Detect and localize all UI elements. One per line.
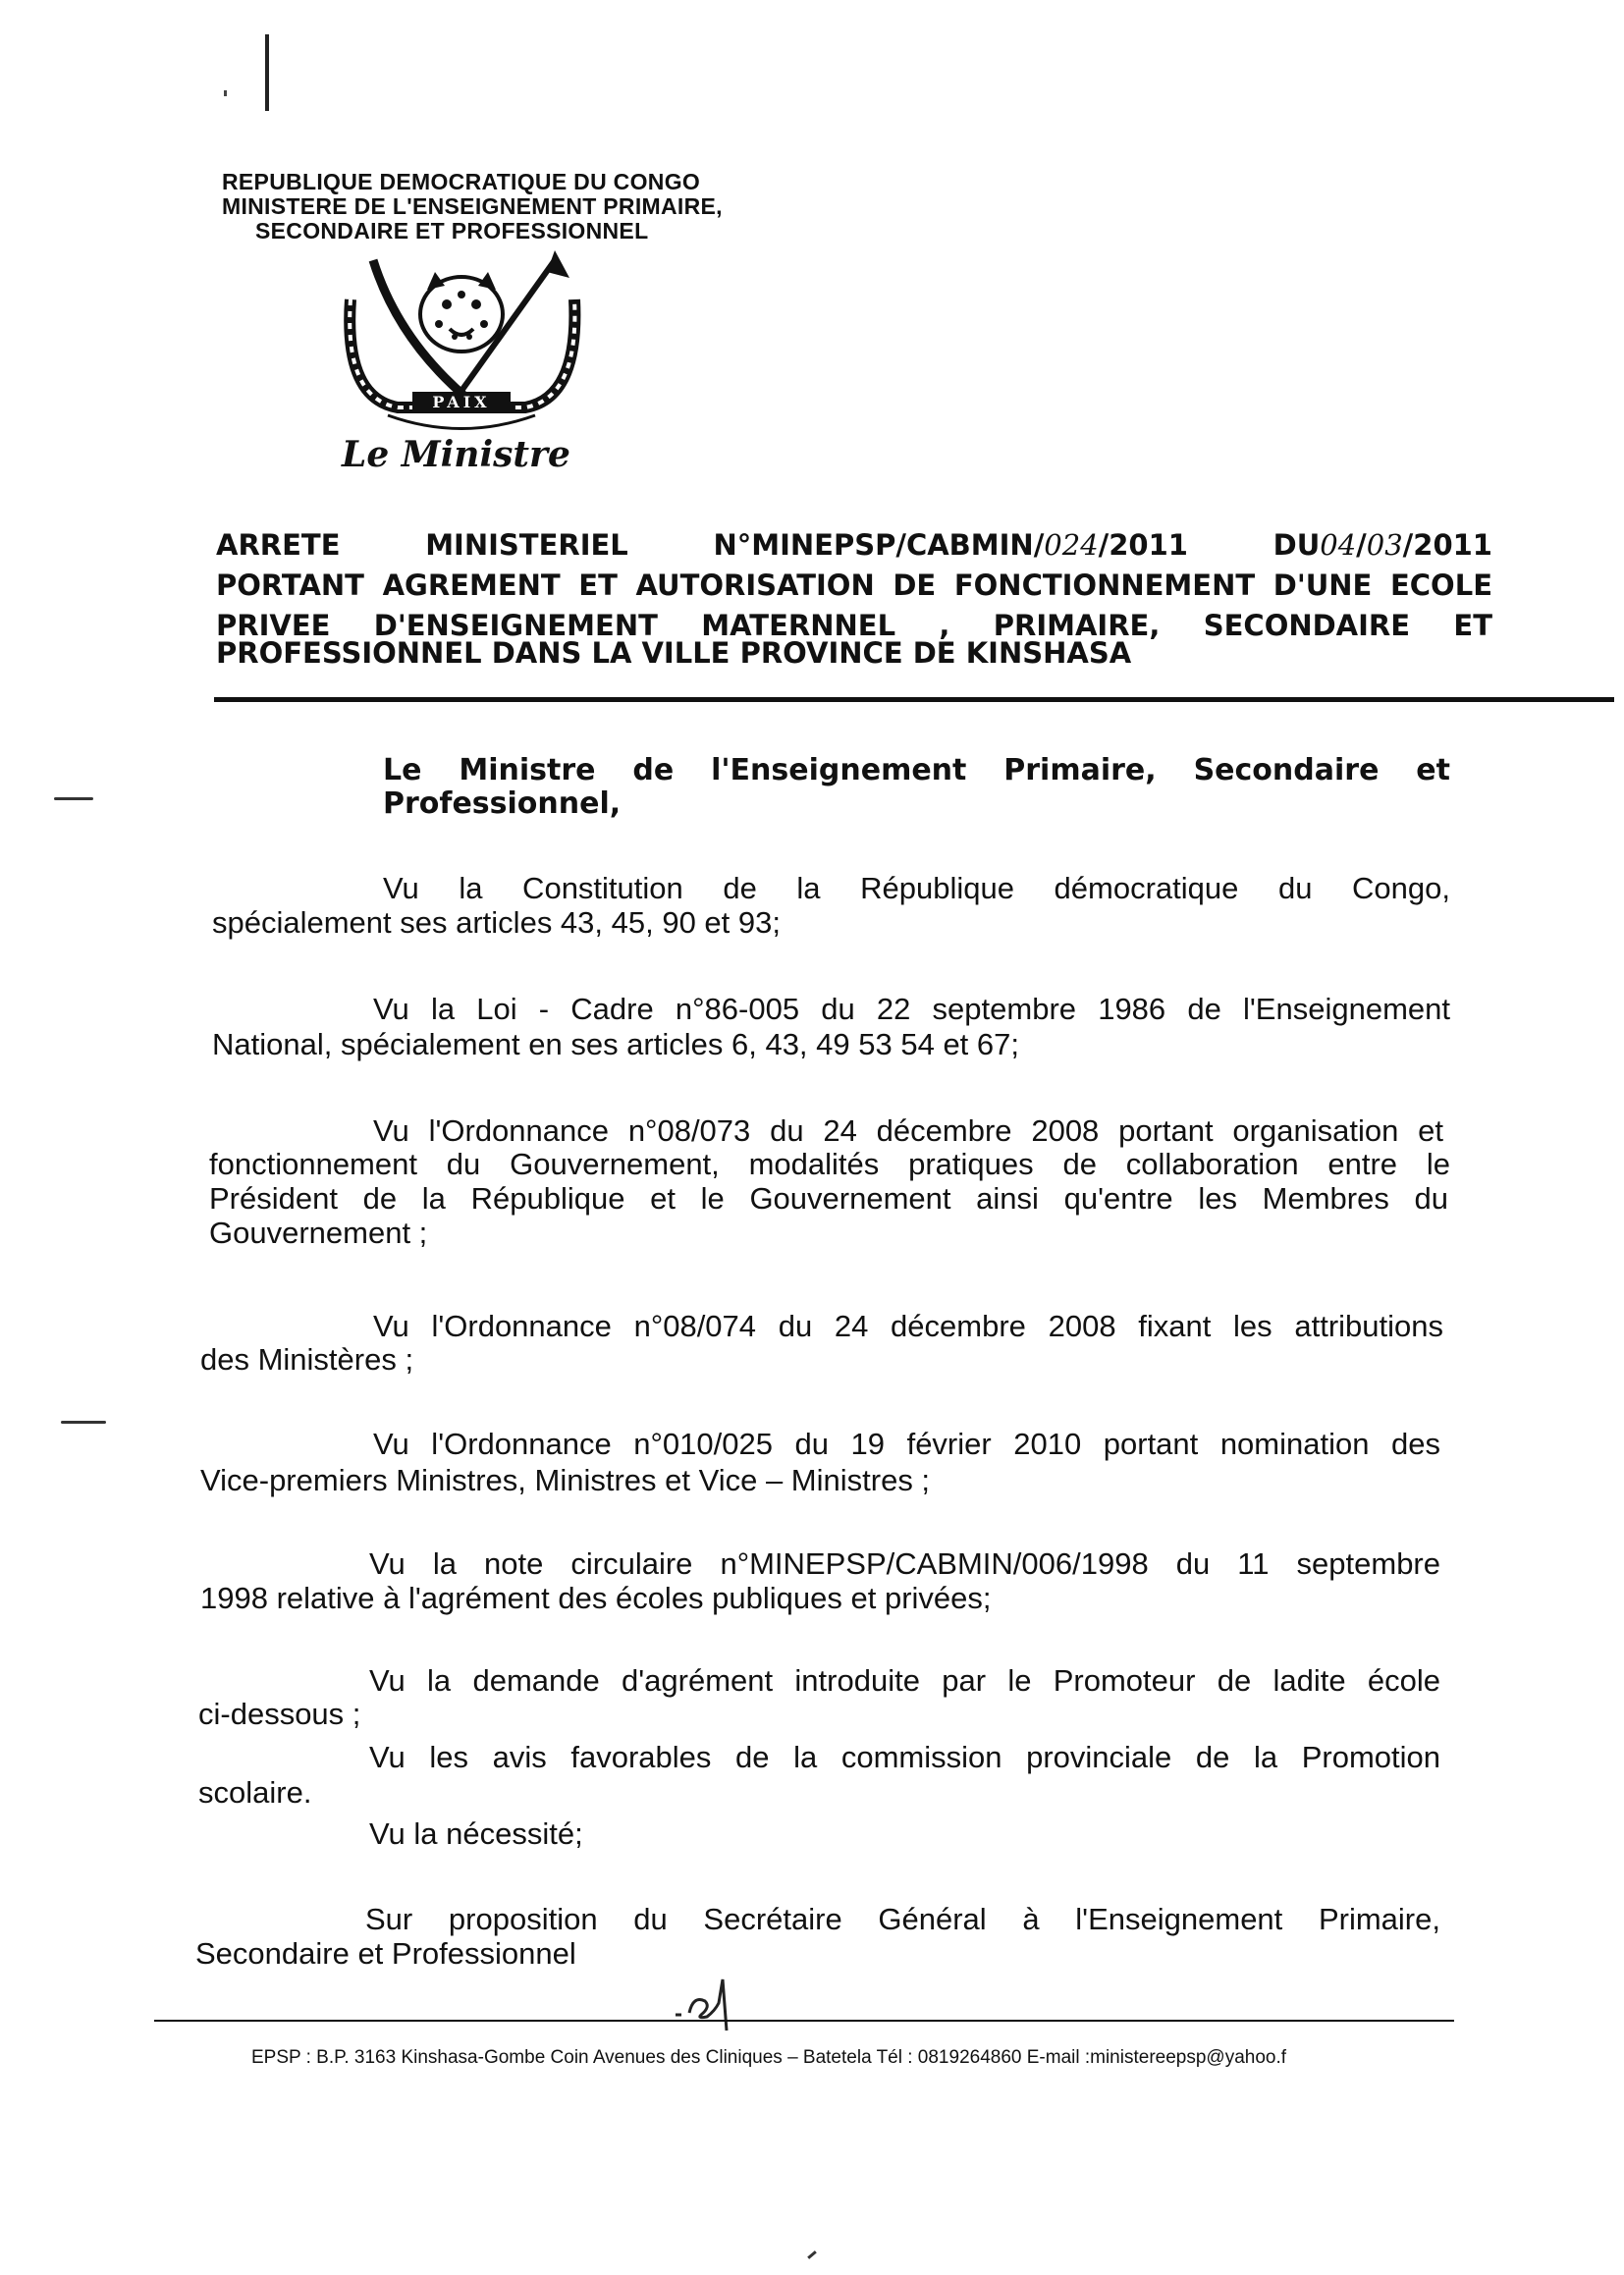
scan-mark-left-2	[61, 1421, 106, 1424]
decree-number	[713, 530, 1188, 561]
header-ministry-2: SECONDAIRE ET PROFESSIONNEL	[255, 218, 649, 244]
considering-request-line-2: ci-dessous ;	[198, 1697, 361, 1731]
considering-circular-line-1: Vu la note circulaire n°MINEPSP/CABMIN/006/1998 du 11 septembre	[369, 1546, 1440, 1581]
decree-title-line-2: PORTANT AGREMENT ET AUTORISATION DE FONCTIONNEMENT D'UNE ECOLE	[216, 569, 1492, 602]
title-divider	[214, 697, 1614, 702]
considering-ordinance-073-line-2: fonctionnement du Gouvernement, modalités pratiques de collaboration entre le	[209, 1147, 1450, 1181]
considering-ordinance-025-line-1: Vu l'Ordonnance n°010/025 du 19 février 2010 portant nomination des	[373, 1427, 1440, 1461]
considering-ordinance-073-line-4: Gouvernement ;	[209, 1216, 428, 1250]
header-ministry: MINISTERE DE L'ENSEIGNEMENT PRIMAIRE,	[222, 193, 723, 219]
scan-mark-top	[265, 34, 269, 111]
decree-title-line-1	[216, 530, 1492, 561]
considering-favourable-opinions-line-2: scolaire.	[198, 1775, 312, 1810]
decree-number-handwritten: 024	[1044, 528, 1099, 562]
considering-favourable-opinions-line-1: Vu les avis favorables de la commission provinciale de la Promotion	[369, 1740, 1440, 1774]
considering-framework-law-line-1: Vu la Loi - Cadre n°86-005 du 22 septembre 1986 de l'Enseignement	[373, 992, 1450, 1026]
decree-title-word-ministeriel: MINISTERIEL	[425, 528, 628, 562]
paraph-initials	[672, 1974, 750, 2032]
considering-necessity: Vu la nécessité;	[369, 1816, 583, 1851]
minister-label: Le Ministre	[342, 434, 570, 475]
header-country: REPUBLIQUE DEMOCRATIQUE DU CONGO	[222, 169, 701, 194]
decree-number-year: /2011	[1098, 528, 1188, 562]
considering-ordinance-074-line-2: des Ministères ;	[200, 1342, 414, 1377]
considering-framework-law-line-2: National, spécialement en ses articles 6, 43, 49 53 54 et 67;	[212, 1027, 1019, 1061]
considering-ordinance-073-line-3: Président de la République et le Gouvernement ainsi qu'entre les Membres du	[209, 1181, 1448, 1216]
considering-constitution-line-1: Vu la Constitution de la République démocratique du Congo,	[383, 871, 1450, 905]
decree-title-line-4: PROFESSIONNEL DANS LA VILLE PROVINCE DE KINSHASA	[216, 636, 1132, 670]
decree-date	[1273, 530, 1492, 561]
decree-date-year: /2011	[1402, 528, 1492, 562]
on-proposal-line-1: Sur proposition du Secrétaire Général à l'Enseignement Primaire,	[365, 1902, 1440, 1936]
considering-ordinance-073-line-1: Vu l'Ordonnance n°08/073 du 24 décembre 2008 portant organisation et	[373, 1113, 1443, 1148]
intro-line-2: Professionnel,	[383, 786, 622, 821]
scan-mark-bottom	[807, 2250, 817, 2259]
considering-ordinance-025-line-2: Vice-premiers Ministres, Ministres et Vice – Ministres ;	[200, 1463, 931, 1497]
decree-date-prefix: DU	[1272, 528, 1321, 562]
scan-mark-dot	[224, 90, 227, 96]
on-proposal-line-2: Secondaire et Professionnel	[195, 1936, 576, 1971]
considering-constitution-line-2: spécialement ses articles 43, 45, 90 et 93;	[212, 905, 781, 940]
footer-divider	[154, 2020, 1454, 2022]
decree-title-word-arrete: ARRETE	[216, 528, 341, 562]
considering-request-line-1: Vu la demande d'agrément introduite par le Promoteur de ladite école	[369, 1663, 1440, 1698]
decree-date-month-handwritten: 03	[1366, 528, 1403, 562]
decree-date-sep: /	[1356, 528, 1367, 562]
scan-mark-left-1	[54, 797, 93, 800]
considering-ordinance-074-line-1: Vu l'Ordonnance n°08/074 du 24 décembre 2008 fixant les attributions	[373, 1309, 1443, 1343]
intro-line-1: Le Ministre de l'Enseignement Primaire, Secondaire et	[383, 753, 1450, 787]
decree-title-line-3: PRIVEE D'ENSEIGNEMENT MATERNNEL , PRIMAIRE, SECONDAIRE ET	[216, 609, 1492, 642]
considering-circular-line-2: 1998 relative à l'agrément des écoles publiques et privées;	[200, 1581, 992, 1615]
decree-date-day-handwritten: 04	[1320, 528, 1357, 562]
decree-number-prefix: N°MINEPSP/CABMIN/	[713, 528, 1045, 562]
footer-address: EPSP : B.P. 3163 Kinshasa-Gombe Coin Avenues des Cliniques – Batetela Tél : 0819264860 E-mail :ministereepsp@yahoo.f	[251, 2047, 1287, 2068]
emblem-banner-text: PAIX	[432, 393, 491, 411]
